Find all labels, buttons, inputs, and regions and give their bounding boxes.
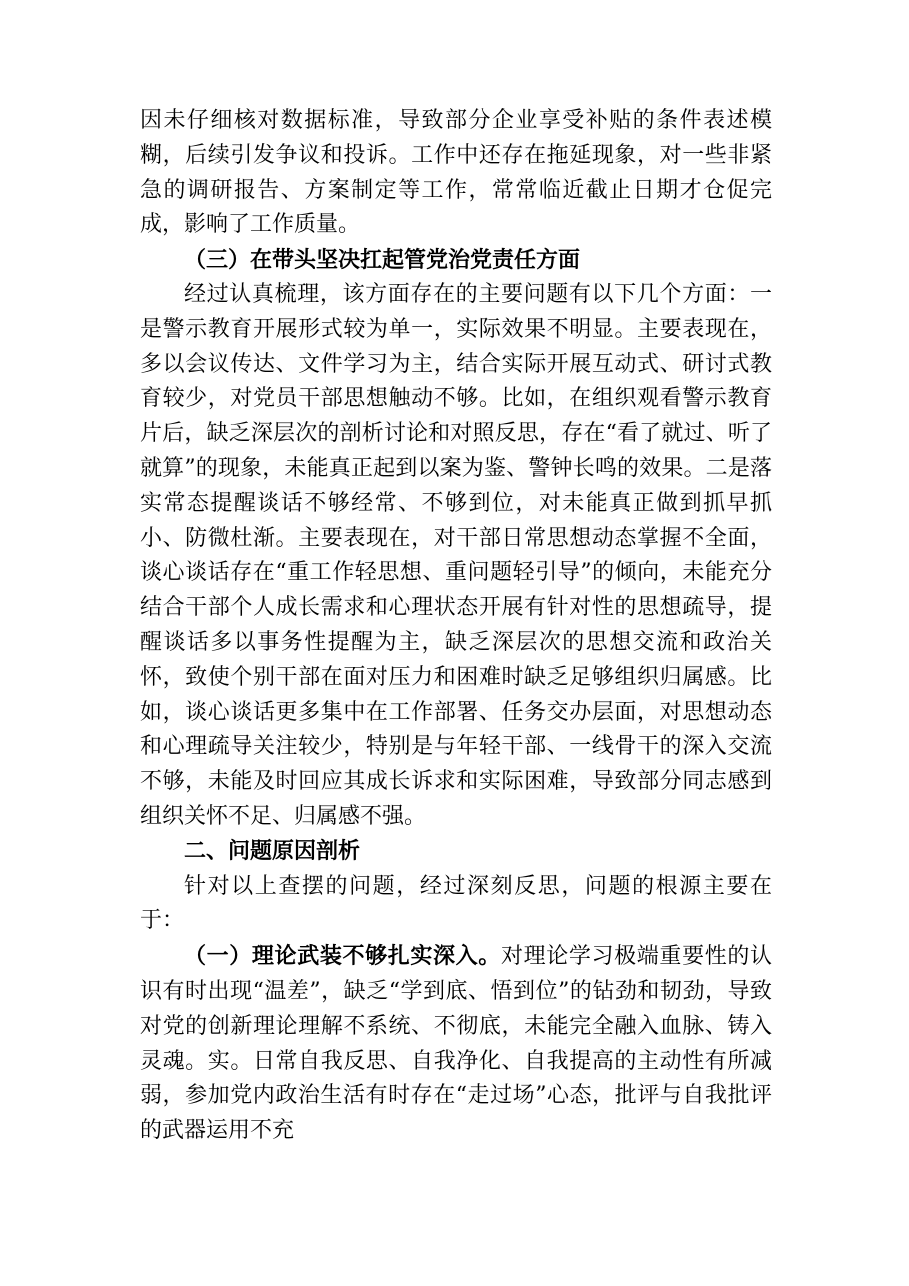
paragraph-intro: 针对以上查摆的问题，经过深刻反思，问题的根源主要在于： [140, 873, 772, 934]
paragraph-issues: 经过认真梳理，该方面存在的主要问题有以下几个方面：一是警示教育开展形式较为单一，实际效果不明显。主要表现在，多以会议传达、文件学习为主，结合实际开展互动式、研讨式教育较少，对党员干部思想触动不够。比如，在组织观看警示教育片后，缺乏深层次的剖析讨论和对照反思，存在“看了就过、听了就算”的现象，未能真正起到以案为鉴、警钟长鸣的效果。二是落实常态提醒谈话不够经常、不够到位，对未能真正做到抓早抓小、防微杜渐。主要表现在，对干部日常思想动态掌握不全面，谈心谈话存在“重工作轻思想、重问题轻引导”的倾向，未能充分结合干部个人成长需求和心理状态开展有针对性的思想疏导，提醒谈话多以事务性提醒为主，缺乏深层次的思想交流和政治关怀，致使个别干部在面对压力和困难时缺乏足够组织归属感。比如，谈心谈话更多集中在工作部署、任务交办层面，对思想动态和心理疏导关注较少，特别是与年轻干部、一线骨干的深入交流不够，未能及时回应其成长诉求和实际困难，导致部分同志感到组织关怀不足、归属感不强。 [140, 281, 772, 829]
document-page [140, 104, 772, 1149]
section-heading-3: （三）在带头坚决扛起管党治党责任方面 [184, 247, 581, 274]
paragraph-cause-1 [140, 939, 772, 1149]
part-heading-2: 二、问题原因剖析 [184, 838, 361, 864]
paragraph-continuation: 因未仔细核对数据标准，导致部分企业享受补贴的条件表述模糊，后续引发争议和投诉。工作中还存在拖延现象，对一些非紧急的调研报告、方案制定等工作，常常临近截止日期才仓促完成，影响了工作质量。 [140, 108, 772, 238]
cause-1-body: 对理论学习极端重要性的认识有时出现“温差”，缺乏“学到底、悟到位”的钻劲和韧劲，导致对党的创新理论理解不系统、不彻底，未能完全融入血脉、铸入灵魂。实。日常自我反思、自我净化、自我提高的主动性有所减弱，参加党内政治生活有时存在“走过场”心态，批评与自我批评的武器运用不充 [140, 944, 772, 1144]
cause-1-heading: （一）理论武装不够扎实深入。 [184, 943, 501, 970]
